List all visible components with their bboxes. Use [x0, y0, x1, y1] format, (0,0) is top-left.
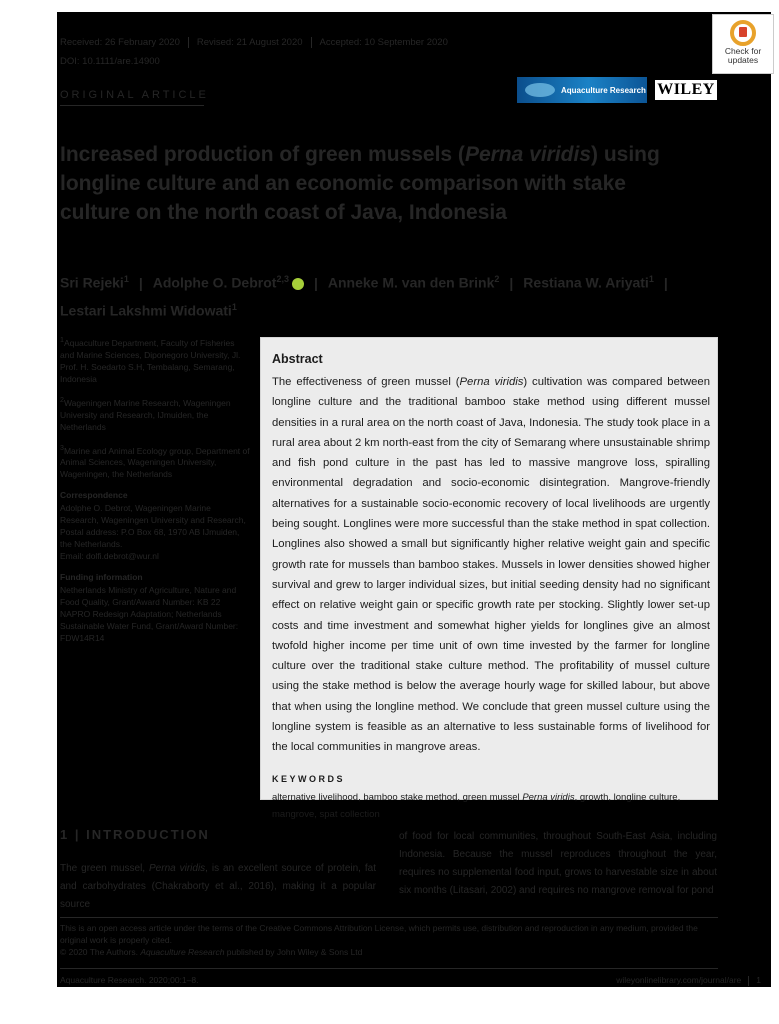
article-type: ORIGINAL ARTICLE	[60, 89, 209, 101]
author-separator: |	[313, 274, 318, 291]
accepted-date: Accepted: 10 September 2020	[319, 37, 448, 49]
footer-right	[616, 975, 761, 986]
author-name[interactable]: Lestari Lakshmi Widowati	[60, 302, 232, 319]
intro-text: The green mussel,	[60, 863, 150, 874]
title-text: ) using longline culture and an economic comparison with stake culture on the north coast of Java, Indonesia	[60, 143, 660, 224]
copyright-text: © 2020 The Authors.	[60, 947, 141, 957]
orcid-icon[interactable]	[292, 278, 304, 290]
author-affiliation: 1	[648, 274, 654, 284]
abstract-text: ) cultivation was compared between longline culture and the traditional bamboo stake method using different mussel densities in a rural area on the north coast of Java, Indonesia. The study took place in a rural area about 2 km north-east from the city of Semarang where unsustainable shrimp and fish pond culture in the past has led to massive mangrove loss, spiralling environmental degradation and socio-economic disintegration. Mangrove-friendly alternatives for a sustainable socio-economic recovery of local livelihoods are urgently being sought. Longlines were more successful than the stake method in spat collection. Longlines also showed a small but significantly higher relative weight gain and specific growth rate for mussels than bamboo stakes. Mussels in lower densities showed higher survival and grew to larger individual sizes, but initial seeding density had no significant effect on relative weight gain or specific growth rate per stocking. Slightly lower set-up costs and time investment and somewhat higher yields for longlines give an almost twofold higher income per time unit of own time invested by the farmer for longline culture over the traditional stake culture method. The profitability of mussel culture using the stake method is below the average hourly wage for skilled labour, but above that when using the longline method. We conclude that green mussel culture using the longline system is feasible as an alternative to less sustainable forms of livelihood for the local communities in mangrove areas.	[272, 376, 710, 754]
doi[interactable]: DOI: 10.1111/are.14900	[60, 56, 160, 67]
author-affiliation: 2	[494, 274, 500, 284]
introduction-heading: 1 | INTRODUCTION	[60, 827, 210, 842]
author-affiliation: 1	[123, 274, 129, 284]
title-species: Perna viridis	[464, 143, 591, 166]
affiliation-text: Wageningen Marine Research, Wageningen University and Research, IJmuiden, the Netherlands	[60, 397, 231, 432]
author-separator: |	[138, 274, 143, 291]
footer-rule	[60, 968, 718, 969]
title-text: Increased production of green mussels (	[60, 143, 465, 166]
article-title	[60, 140, 700, 227]
abstract-species: Perna viridis	[459, 376, 524, 388]
publisher-logo: WILEY	[655, 80, 717, 100]
journal-logo	[517, 77, 647, 103]
citation-line: Aquaculture Research. 2020;00:1–8.	[60, 975, 199, 985]
received-date: Received: 26 February 2020	[60, 37, 180, 49]
abstract-box	[260, 337, 718, 820]
date-separator	[188, 37, 189, 48]
affiliation-sidebar	[60, 334, 250, 653]
copyright-journal: Aquaculture Research	[140, 947, 225, 957]
correspondence-heading: Correspondence	[60, 490, 128, 501]
author-list	[60, 267, 740, 322]
author-separator: |	[663, 274, 668, 291]
check-for-updates-label: Check for updates	[724, 46, 762, 65]
check-for-updates-button[interactable]	[712, 14, 774, 74]
article-type-rule	[60, 105, 204, 106]
funding-text: Netherlands Ministry of Agriculture, Nature and Food Quality, Grant/Award Number: KB 22 NAPRO Redesign Adaptation; Netherlands Sustainable Water Fund, Grant/Award Number: FDW14R14	[60, 585, 239, 644]
author-name[interactable]: Anneke M. van den Brink	[327, 274, 495, 291]
bookmark-icon	[730, 20, 756, 46]
revised-date: Revised: 21 August 2020	[196, 37, 303, 49]
keywords-text: alternative livelihood, bamboo stake method, green mussel	[272, 791, 523, 803]
correspondence-block	[60, 489, 250, 562]
page-number: 1	[756, 975, 761, 985]
article-dates	[60, 37, 448, 48]
keywords-species: Perna viridis	[522, 791, 575, 803]
author-separator: |	[509, 274, 514, 291]
intro-text: , is an excellent source of protein, fat and carbohydrates (Chakraborty et al., 2016), making it a popular source	[60, 863, 376, 910]
date-separator	[311, 37, 312, 48]
abstract-body	[272, 372, 710, 758]
intro-species: Perna viridis	[149, 863, 206, 874]
license-rule	[60, 917, 718, 918]
license-text: This is an open access article under the terms of the Creative Commons Attribution License, which permits use, distribution and reproduction in any medium, provided the original work is properly cited.	[60, 923, 698, 945]
affiliation-text: Marine and Animal Ecology group, Department of Animal Sciences, Wageningen University, Wageningen, the Netherlands	[60, 445, 250, 480]
copyright-text: published by John Wiley & Sons Ltd	[224, 947, 363, 957]
abstract-heading: Abstract	[272, 352, 323, 366]
license-notice	[60, 922, 720, 958]
affiliation-text: Aquaculture Department, Faculty of Fisheries and Marine Sciences, Diponegoro University, Jl. Prof. H. Soedarto S.H, Tembalang, Semarang, Indonesia	[60, 337, 241, 384]
affiliation: $^1$Aquaculture Department, Faculty of Fisheries and Marine Sciences, Diponegoro University, Jl. Prof. H. Soedarto S.H, Tembalang, Semarang, Indonesia	[60, 336, 241, 384]
author-affiliation: 1	[231, 301, 237, 312]
author-name[interactable]: Adolphe O. Debrot	[152, 274, 277, 291]
funding-heading: Funding information	[60, 572, 143, 583]
article-page	[57, 12, 771, 987]
keywords-list	[272, 789, 710, 823]
lobster-icon	[525, 83, 555, 97]
author-name[interactable]: Restiana W. Ariyati	[523, 274, 649, 291]
correspondence-email[interactable]: Email: dolfi.debrot@wur.nl	[60, 551, 159, 562]
introduction-column-2: of food for local communities, throughout South-East Asia, including Indonesia. Because the mussel reproduces throughout the year, requires no supplemental food input, grows to harvestable size in about six months (Litasari, 2002) and requires no mangrove removal for pond	[399, 831, 717, 896]
correspondence-text: Adolphe O. Debrot, Wageningen Marine Research, Wageningen University and Research, Postal address: P.O Box 68, 1970 AB IJmuiden, the Netherlands.	[60, 503, 246, 550]
journal-logo-text: Aquaculture Research	[561, 86, 646, 95]
introduction-column-1	[60, 860, 376, 914]
footer-separator	[748, 976, 749, 986]
affiliation: $^2$Wageningen Marine Research, Wageningen University and Research, IJmuiden, the Netherlands	[60, 395, 231, 432]
keywords-text: , growth, longline culture, mangrove, spat collection	[272, 791, 681, 820]
author-affiliation: 2,3	[276, 274, 289, 284]
keywords-heading: KEYWORDS	[272, 773, 346, 784]
affiliation: $^3$Marine and Animal Ecology group, Department of Animal Sciences, Wageningen University, Wageningen, the Netherlands	[60, 443, 250, 480]
author-name[interactable]: Sri Rejeki	[60, 274, 124, 291]
abstract-text: The effectiveness of green mussel (	[272, 376, 460, 388]
journal-url[interactable]: wileyonlinelibrary.com/journal/are	[616, 975, 742, 985]
funding-block	[60, 571, 250, 644]
